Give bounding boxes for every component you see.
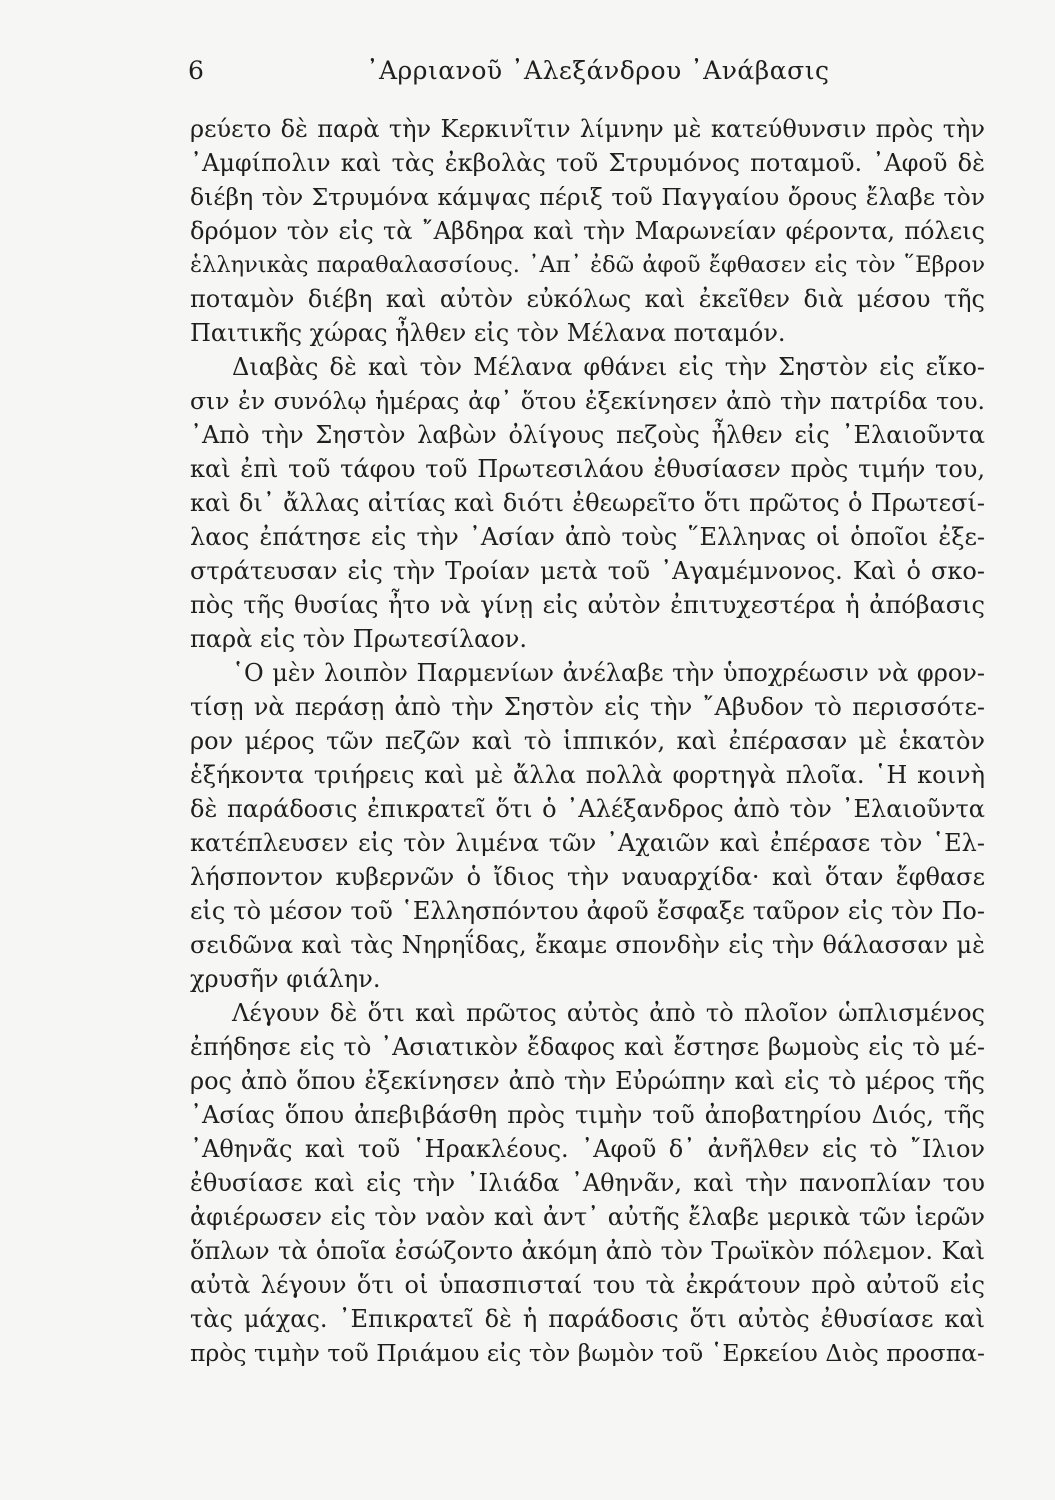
- text-line: αὐτὰ λέγουν ὅτι οἱ ὑπασπισταί του τὰ ἐκράτουν πρὸ αὐτοῦ εἰς: [190, 1271, 985, 1299]
- text-line: χρυσῆν φιάλην.: [190, 965, 381, 993]
- text-line: σιν ἐν συνόλῳ ἡμέρας ἀφ᾿ ὅτου ἐξεκίνησεν ἀπὸ τὴν πατρίδα του.: [190, 387, 985, 415]
- text-line: πρὸς τιμὴν τοῦ Πριάμου εἰς τὸν βωμὸν τοῦ ῾Ερκείου Διὸς προσπα-: [190, 1339, 985, 1367]
- text-line: κατέπλευσεν εἰς τὸν λιμένα τῶν ᾿Αχαιῶν καὶ ἐπέρασε τὸν ῾Ελ-: [190, 829, 985, 857]
- text-line: ἑλληνικὰς παραθαλασσίους. ᾿Απ᾿ ἐδῶ ἀφοῦ ἔφθασεν εἰς τὸν ῞Εβρον: [190, 252, 985, 278]
- text-line: δὲ παράδοσις ἐπικρατεῖ ὅτι ὁ ᾿Αλέξανδρος ἀπὸ τὸν ᾿Ελαιοῦντα: [190, 795, 985, 823]
- text-line: εἰς τὸ μέσον τοῦ ῾Ελλησπόντου ἀφοῦ ἔσφαξε ταῦρον εἰς τὸν Πο-: [190, 897, 985, 925]
- text-line: ρεύετο δὲ παρὰ τὴν Κερκινῖτιν λίμνην μὲ κατεύθυνσιν πρὸς τὴν: [190, 115, 985, 143]
- text-line: Διαβὰς δὲ καὶ τὸν Μέλανα φθάνει εἰς τὴν Σηστὸν εἰς εἴκο-: [232, 353, 985, 381]
- text-line: ῾Ο μὲν λοιπὸν Παρμενίων ἀνέλαβε τὴν ὑποχρέωσιν νὰ φρον-: [232, 659, 985, 687]
- text-line: διέβη τὸν Στρυμόνα κάμψας πέριξ τοῦ Παγγαίου ὄρους ἔλαβε τὸν: [190, 183, 985, 211]
- text-line: ἐθυσίασε καὶ εἰς τὴν ᾿Ιλιάδα ᾿Αθηνᾶν, καὶ τὴν πανοπλίαν του: [190, 1169, 985, 1197]
- page-number: 6: [188, 56, 204, 85]
- running-title: ᾿Αρριανοῦ ᾿Αλεξάνδρου ᾿Ανάβασις: [366, 56, 830, 85]
- text-line: ἐπήδησε εἰς τὸ ᾿Ασιατικὸν ἔδαφος καὶ ἔστησε βωμοὺς εἰς τὸ μέ-: [190, 1033, 985, 1061]
- text-line: ᾿Απὸ τὴν Σηστὸν λαβὼν ὀλίγους πεζοὺς ἦλθεν εἰς ᾿Ελαιοῦντα: [190, 421, 985, 449]
- text-line: ᾿Αμφίπολιν καὶ τὰς ἐκβολὰς τοῦ Στρυμόνος ποταμοῦ. ᾿Αφοῦ δὲ: [190, 149, 985, 177]
- text-line: τίσῃ νὰ περάσῃ ἀπὸ τὴν Σηστὸν εἰς τὴν ῎Αβυδον τὸ περισσότε-: [190, 693, 985, 721]
- text-line: ποταμὸν διέβη καὶ αὐτὸν εὐκόλως καὶ ἐκεῖθεν διὰ μέσου τῆς: [190, 285, 985, 313]
- text-line: τὰς μάχας. ᾿Επικρατεῖ δὲ ἡ παράδοσις ὅτι αὐτὸς ἐθυσίασε καὶ: [190, 1305, 985, 1333]
- text-line: καὶ δι᾿ ἄλλας αἰτίας καὶ διότι ἐθεωρεῖτο ὅτι πρῶτος ὁ Πρωτεσί-: [190, 489, 985, 517]
- text-line: σειδῶνα καὶ τὰς Νηρηΐδας, ἔκαμε σπονδὴν εἰς τὴν θάλασσαν μὲ: [190, 931, 985, 959]
- text-line: λαος ἐπάτησε εἰς τὴν ᾿Ασίαν ἀπὸ τοὺς ῞Ελληνας οἱ ὁποῖοι ἐξε-: [190, 523, 985, 551]
- text-line: δρόμον τὸν εἰς τὰ ῎Αβδηρα καὶ τὴν Μαρωνείαν φέροντα, πόλεις: [190, 217, 985, 245]
- text-line: πὸς τῆς θυσίας ἦτο νὰ γίνῃ εἰς αὐτὸν ἐπιτυχεστέρα ἡ ἀπόβασις: [190, 591, 985, 619]
- text-line: ρος ἀπὸ ὅπου ἐξεκίνησεν ἀπὸ τὴν Εὐρώπην καὶ εἰς τὸ μέρος τῆς: [190, 1067, 985, 1095]
- text-line: παρὰ εἰς τὸν Πρωτεσίλαον.: [190, 625, 527, 653]
- text-line: στράτευσαν εἰς τὴν Τροίαν μετὰ τοῦ ᾿Αγαμέμνονος. Καὶ ὁ σκο-: [190, 557, 985, 585]
- text-line: Παιτικῆς χώρας ἦλθεν εἰς τὸν Μέλανα ποταμόν.: [190, 319, 786, 347]
- text-line: ὅπλων τὰ ὁποῖα ἐσώζοντο ἀκόμη ἀπὸ τὸν Τρωϊκὸν πόλεμον. Καὶ: [190, 1237, 985, 1265]
- text-line: ᾿Αθηνᾶς καὶ τοῦ ῾Ηρακλέους. ᾿Αφοῦ δ᾿ ἀνῆλθεν εἰς τὸ ῎Ιλιον: [190, 1135, 985, 1163]
- text-line: ᾿Ασίας ὅπου ἀπεβιβάσθη πρὸς τιμὴν τοῦ ἀποβατηρίου Διός, τῆς: [190, 1101, 985, 1129]
- text-line: καὶ ἐπὶ τοῦ τάφου τοῦ Πρωτεσιλάου ἐθυσίασεν πρὸς τιμήν του,: [190, 455, 985, 483]
- text-line: ἀφιέρωσεν εἰς τὸν ναὸν καὶ ἀντ᾿ αὐτῆς ἔλαβε μερικὰ τῶν ἱερῶν: [190, 1203, 985, 1231]
- text-line: ἑξήκοντα τριήρεις καὶ μὲ ἄλλα πολλὰ φορτηγὰ πλοῖα. ῾Η κοινὴ: [190, 761, 985, 789]
- text-line: λήσποντον κυβερνῶν ὁ ἴδιος τὴν ναυαρχίδα· καὶ ὅταν ἔφθασε: [190, 863, 985, 891]
- text-line: Λέγουν δὲ ὅτι καὶ πρῶτος αὐτὸς ἀπὸ τὸ πλοῖον ὡπλισμένος: [232, 999, 985, 1027]
- text-line: ρον μέρος τῶν πεζῶν καὶ τὸ ἱππικόν, καὶ ἐπέρασαν μὲ ἑκατὸν: [190, 727, 985, 755]
